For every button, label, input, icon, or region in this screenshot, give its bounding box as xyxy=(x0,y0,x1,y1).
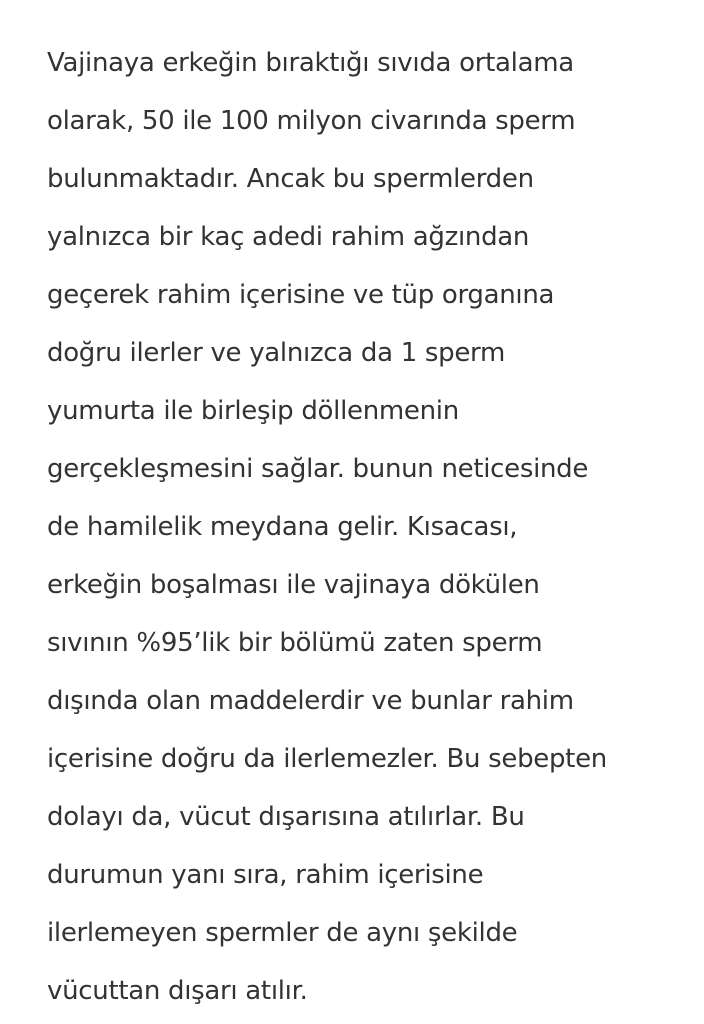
paragraph-line: dolayı da, vücut dışarısına atılırlar. Bu xyxy=(47,802,525,832)
paragraph-line: yumurta ile birleşip döllenmenin xyxy=(47,396,459,426)
article-paragraph xyxy=(47,34,687,1020)
paragraph-line: sıvının %95’lik bir bölümü zaten sperm xyxy=(47,628,543,658)
paragraph-line: erkeğin boşalması ile vajinaya dökülen xyxy=(47,570,540,600)
paragraph-line: doğru ilerler ve yalnızca da 1 sperm xyxy=(47,338,506,368)
paragraph-line: vücuttan dışarı atılır. xyxy=(47,976,308,1006)
paragraph-line: bulunmaktadır. Ancak bu spermlerden xyxy=(47,164,534,194)
paragraph-line: yalnızca bir kaç adedi rahim ağzından xyxy=(47,222,530,252)
paragraph-line: içerisine doğru da ilerlemezler. Bu sebepten xyxy=(47,744,607,774)
paragraph-line: de hamilelik meydana gelir. Kısacası, xyxy=(47,512,518,542)
paragraph-line: durumun yanı sıra, rahim içerisine xyxy=(47,860,484,890)
paragraph-line: ilerlemeyen spermler de aynı şekilde xyxy=(47,918,518,948)
paragraph-line: geçerek rahim içerisine ve tüp organına xyxy=(47,280,555,310)
paragraph-line: Vajinaya erkeğin bıraktığı sıvıda ortalama xyxy=(47,48,574,78)
paragraph-line: dışında olan maddelerdir ve bunlar rahim xyxy=(47,686,574,716)
paragraph-line: olarak, 50 ile 100 milyon civarında sperm xyxy=(47,106,576,136)
paragraph-line: gerçekleşmesini sağlar. bunun neticesinde xyxy=(47,454,589,484)
